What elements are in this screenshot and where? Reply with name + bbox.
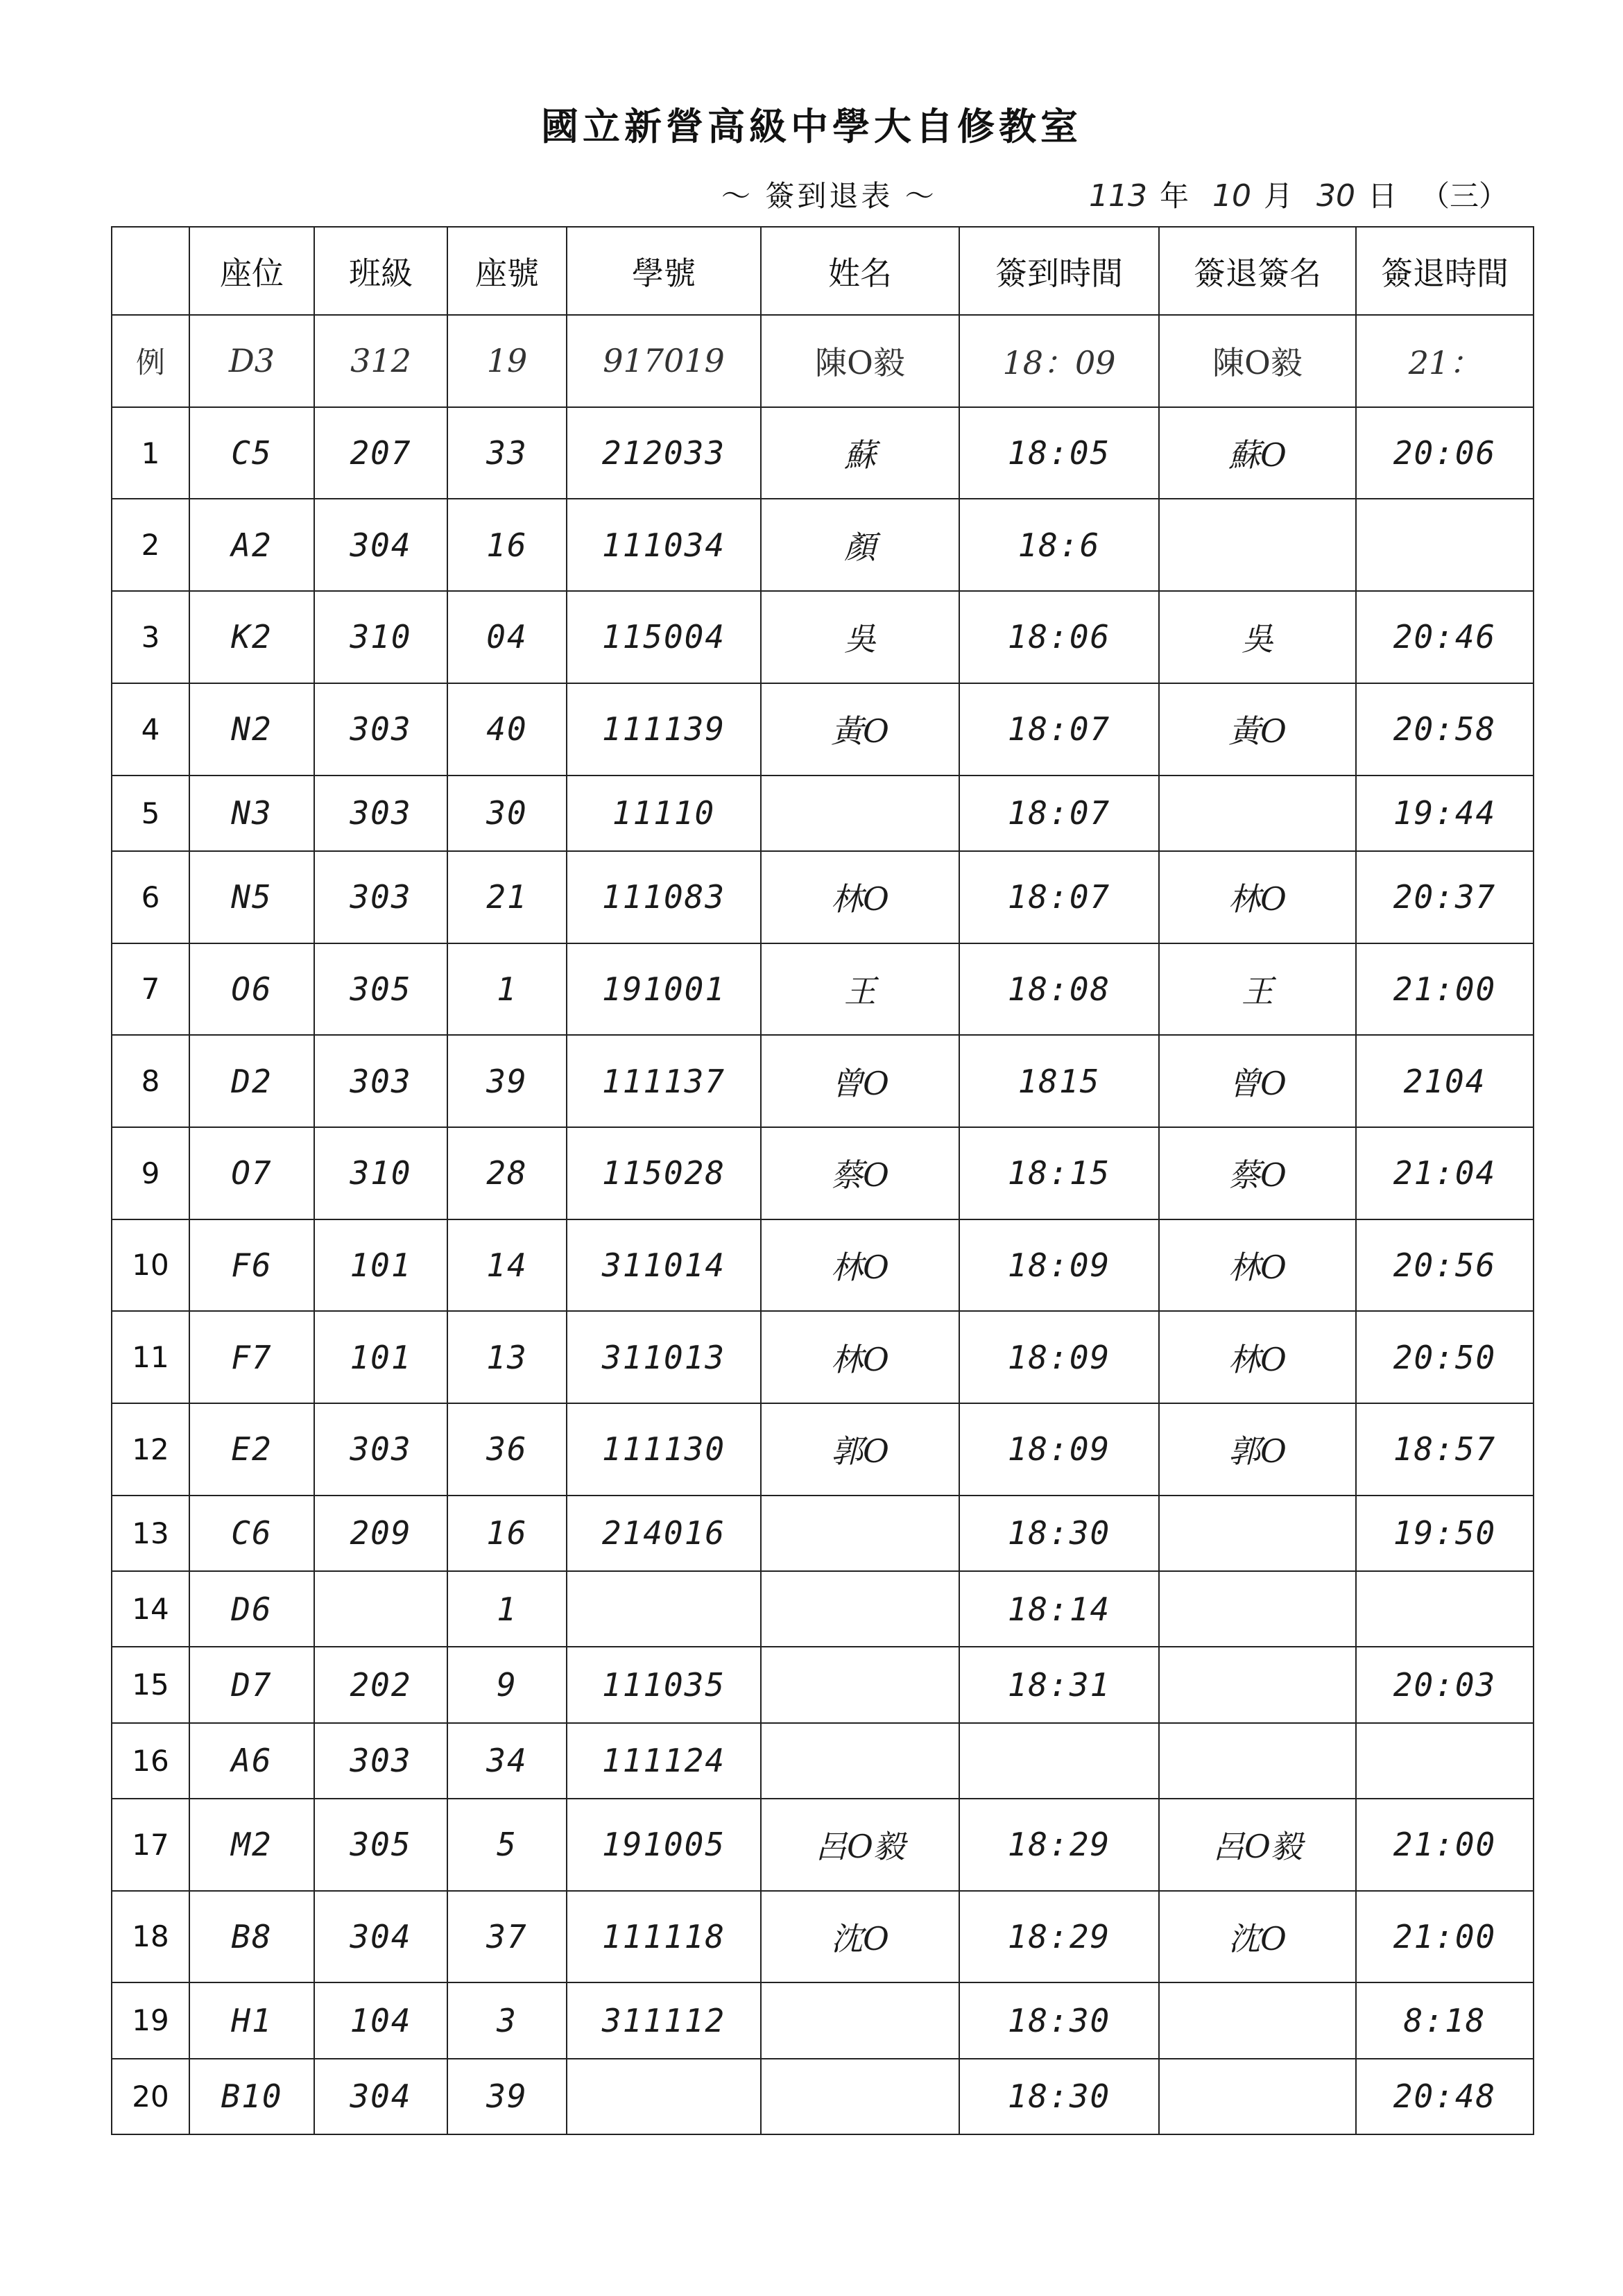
sign-out-time: 20:56 xyxy=(1356,1219,1534,1312)
seat-cell: A6 xyxy=(189,1723,314,1799)
name-signature: 曾O xyxy=(761,1035,959,1127)
header-seat-no: 座號 xyxy=(447,227,567,315)
sign-in-time: 18:6 xyxy=(959,499,1159,591)
sign-out-signature: 蘇O xyxy=(1159,407,1356,499)
seat-cell: M2 xyxy=(189,1799,314,1891)
row-number: 4 xyxy=(112,683,189,776)
date-year: 113 xyxy=(1089,178,1147,214)
student-id-cell: 111083 xyxy=(567,851,761,943)
seat-no-cell: 34 xyxy=(447,1723,567,1799)
example-class: 312 xyxy=(314,315,447,407)
sign-out-time xyxy=(1356,499,1534,591)
seat-cell: B10 xyxy=(189,2059,314,2134)
example-seat-no: 19 xyxy=(447,315,567,407)
sign-in-time: 18:06 xyxy=(959,591,1159,683)
row-number: 7 xyxy=(112,943,189,1036)
seat-no-cell: 9 xyxy=(447,1647,567,1722)
table-row xyxy=(112,1035,1534,1127)
name-signature: 王 xyxy=(761,943,959,1036)
seat-no-cell: 1 xyxy=(447,1571,567,1647)
student-id-cell: 311013 xyxy=(567,1311,761,1403)
seat-cell: O7 xyxy=(189,1127,314,1219)
student-id-cell: 214016 xyxy=(567,1496,761,1571)
class-cell: 101 xyxy=(314,1311,447,1403)
table-row xyxy=(112,1571,1534,1647)
seat-cell: A2 xyxy=(189,499,314,591)
row-number: 16 xyxy=(112,1723,189,1799)
sign-out-time: 20:03 xyxy=(1356,1647,1534,1722)
sign-out-signature: 蔡O xyxy=(1159,1127,1356,1219)
sign-out-time: 20:06 xyxy=(1356,407,1534,499)
table-row xyxy=(112,851,1534,943)
sign-out-signature xyxy=(1159,499,1356,591)
table-row xyxy=(112,1219,1534,1312)
seat-no-cell: 40 xyxy=(447,683,567,776)
date-day-unit: 日 xyxy=(1368,179,1398,213)
sign-out-time: 20:46 xyxy=(1356,591,1534,683)
sign-out-time: 20:48 xyxy=(1356,2059,1534,2134)
date-weekday: （三） xyxy=(1420,179,1509,213)
name-signature: 吳 xyxy=(761,591,959,683)
sign-out-signature: 呂O毅 xyxy=(1159,1799,1356,1891)
header-sign-out-time: 簽退時間 xyxy=(1356,227,1534,315)
table-row xyxy=(112,1891,1534,1983)
class-cell: 207 xyxy=(314,407,447,499)
sign-out-signature: 郭O xyxy=(1159,1403,1356,1496)
row-number: 11 xyxy=(112,1311,189,1403)
row-number: 3 xyxy=(112,591,189,683)
class-cell: 310 xyxy=(314,1127,447,1219)
form-subtitle: ～ 簽到退表 ～ xyxy=(721,179,937,213)
sign-in-time: 18:29 xyxy=(959,1891,1159,1983)
seat-cell: K2 xyxy=(189,591,314,683)
seat-no-cell: 3 xyxy=(447,1982,567,2058)
student-id-cell: 111137 xyxy=(567,1035,761,1127)
table-row xyxy=(112,1496,1534,1571)
sign-out-time: 18:57 xyxy=(1356,1403,1534,1496)
seat-cell: C5 xyxy=(189,407,314,499)
seat-cell: H1 xyxy=(189,1982,314,2058)
example-label: 例 xyxy=(112,315,189,407)
header-class: 班級 xyxy=(314,227,447,315)
example-sign-in: 18：09 xyxy=(959,315,1159,407)
sign-out-signature xyxy=(1159,1982,1356,2058)
seat-cell: N3 xyxy=(189,776,314,851)
sign-out-time: 20:58 xyxy=(1356,683,1534,776)
class-cell: 304 xyxy=(314,1891,447,1983)
table-row xyxy=(112,1799,1534,1891)
seat-no-cell: 1 xyxy=(447,943,567,1036)
name-signature: 顏 xyxy=(761,499,959,591)
class-cell: 303 xyxy=(314,1035,447,1127)
sign-in-time: 18:09 xyxy=(959,1403,1159,1496)
name-signature: 林O xyxy=(761,851,959,943)
header-name: 姓名 xyxy=(761,227,959,315)
sign-out-time: 21:04 xyxy=(1356,1127,1534,1219)
student-id-cell: 115028 xyxy=(567,1127,761,1219)
table-row xyxy=(112,1403,1534,1496)
sign-in-time: 18:07 xyxy=(959,776,1159,851)
row-number: 15 xyxy=(112,1647,189,1722)
table-row xyxy=(112,943,1534,1036)
row-number: 19 xyxy=(112,1982,189,2058)
row-number: 17 xyxy=(112,1799,189,1891)
page-title: 國立新營高級中學大自修教室 xyxy=(541,104,1082,148)
sign-out-time: 21:00 xyxy=(1356,1891,1534,1983)
seat-no-cell: 39 xyxy=(447,1035,567,1127)
seat-no-cell: 37 xyxy=(447,1891,567,1983)
class-cell: 303 xyxy=(314,1723,447,1799)
seat-no-cell: 36 xyxy=(447,1403,567,1496)
sign-out-signature xyxy=(1159,1647,1356,1722)
name-signature: 沈O xyxy=(761,1891,959,1983)
class-cell: 303 xyxy=(314,776,447,851)
class-cell: 209 xyxy=(314,1496,447,1571)
seat-cell: C6 xyxy=(189,1496,314,1571)
seat-no-cell: 14 xyxy=(447,1219,567,1312)
table-row xyxy=(112,591,1534,683)
seat-cell: F7 xyxy=(189,1311,314,1403)
name-signature: 郭O xyxy=(761,1403,959,1496)
student-id-cell xyxy=(567,1571,761,1647)
sign-out-signature: 吳 xyxy=(1159,591,1356,683)
name-signature: 蔡O xyxy=(761,1127,959,1219)
row-number: 20 xyxy=(112,2059,189,2134)
seat-no-cell: 39 xyxy=(447,2059,567,2134)
example-seat: D3 xyxy=(189,315,314,407)
seat-no-cell: 21 xyxy=(447,851,567,943)
name-signature xyxy=(761,1647,959,1722)
sign-in-time: 18:09 xyxy=(959,1219,1159,1312)
seat-no-cell: 16 xyxy=(447,1496,567,1571)
class-cell: 104 xyxy=(314,1982,447,2058)
sign-out-time xyxy=(1356,1571,1534,1647)
sign-out-time: 19:44 xyxy=(1356,776,1534,851)
header-index xyxy=(112,227,189,315)
table-row xyxy=(112,776,1534,851)
sign-out-time: 21:00 xyxy=(1356,1799,1534,1891)
name-signature xyxy=(761,2059,959,2134)
sign-out-signature: 黃O xyxy=(1159,683,1356,776)
student-id-cell: 191001 xyxy=(567,943,761,1036)
seat-no-cell: 04 xyxy=(447,591,567,683)
sign-out-time: 20:50 xyxy=(1356,1311,1534,1403)
sign-out-time: 21:00 xyxy=(1356,943,1534,1036)
date-month-unit: 月 xyxy=(1264,179,1294,213)
student-id-cell: 111130 xyxy=(567,1403,761,1496)
name-signature: 林O xyxy=(761,1311,959,1403)
row-number: 13 xyxy=(112,1496,189,1571)
table-row xyxy=(112,2059,1534,2134)
row-number: 14 xyxy=(112,1571,189,1647)
class-cell: 304 xyxy=(314,499,447,591)
sign-out-signature: 林O xyxy=(1159,1219,1356,1312)
student-id-cell: 111139 xyxy=(567,683,761,776)
sign-out-signature: 沈O xyxy=(1159,1891,1356,1983)
sign-in-time: 18:07 xyxy=(959,683,1159,776)
seat-cell: O6 xyxy=(189,943,314,1036)
sign-out-signature xyxy=(1159,1723,1356,1799)
student-id-cell: 111124 xyxy=(567,1723,761,1799)
sign-out-signature xyxy=(1159,1571,1356,1647)
table-row xyxy=(112,1982,1534,2058)
student-id-cell: 111118 xyxy=(567,1891,761,1983)
sign-out-signature: 林O xyxy=(1159,851,1356,943)
header-seat: 座位 xyxy=(189,227,314,315)
row-number: 2 xyxy=(112,499,189,591)
sign-in-time: 18:07 xyxy=(959,851,1159,943)
table-row xyxy=(112,1647,1534,1722)
class-cell: 305 xyxy=(314,943,447,1036)
name-signature: 呂O毅 xyxy=(761,1799,959,1891)
class-cell: 303 xyxy=(314,851,447,943)
name-signature: 蘇 xyxy=(761,407,959,499)
class-cell: 202 xyxy=(314,1647,447,1722)
example-row xyxy=(112,315,1534,407)
sign-out-time: 20:37 xyxy=(1356,851,1534,943)
class-cell: 303 xyxy=(314,683,447,776)
name-signature xyxy=(761,1571,959,1647)
sign-out-signature: 林O xyxy=(1159,1311,1356,1403)
name-signature xyxy=(761,776,959,851)
student-id-cell xyxy=(567,2059,761,2134)
name-signature xyxy=(761,1982,959,2058)
example-sign-out-name: 陳O毅 xyxy=(1159,315,1356,407)
example-name: 陳O毅 xyxy=(761,315,959,407)
sign-in-time: 18:30 xyxy=(959,2059,1159,2134)
seat-cell: D2 xyxy=(189,1035,314,1127)
date-day: 30 xyxy=(1316,178,1356,214)
name-signature xyxy=(761,1723,959,1799)
table-row xyxy=(112,1311,1534,1403)
sign-in-time: 18:09 xyxy=(959,1311,1159,1403)
seat-cell: E2 xyxy=(189,1403,314,1496)
sign-in-time: 1815 xyxy=(959,1035,1159,1127)
row-number: 5 xyxy=(112,776,189,851)
table-row xyxy=(112,499,1534,591)
row-number: 8 xyxy=(112,1035,189,1127)
seat-no-cell: 33 xyxy=(447,407,567,499)
sign-in-table xyxy=(111,226,1534,2135)
sign-out-signature: 王 xyxy=(1159,943,1356,1036)
header-sign-out-signature: 簽退簽名 xyxy=(1159,227,1356,315)
sign-out-time xyxy=(1356,1723,1534,1799)
seat-no-cell: 5 xyxy=(447,1799,567,1891)
seat-no-cell: 16 xyxy=(447,499,567,591)
student-id-cell: 111034 xyxy=(567,499,761,591)
class-cell: 101 xyxy=(314,1219,447,1312)
row-number: 6 xyxy=(112,851,189,943)
table-row xyxy=(112,1723,1534,1799)
name-signature xyxy=(761,1496,959,1571)
class-cell xyxy=(314,1571,447,1647)
student-id-cell: 191005 xyxy=(567,1799,761,1891)
sign-in-time: 18:15 xyxy=(959,1127,1159,1219)
date-year-unit: 年 xyxy=(1159,179,1189,213)
sign-out-time: 8:18 xyxy=(1356,1982,1534,2058)
sign-in-time: 18:08 xyxy=(959,943,1159,1036)
row-number: 9 xyxy=(112,1127,189,1219)
sign-in-time: 18:29 xyxy=(959,1799,1159,1891)
student-id-cell: 11110 xyxy=(567,776,761,851)
student-id-cell: 311112 xyxy=(567,1982,761,2058)
sign-in-time: 18:30 xyxy=(959,1982,1159,2058)
seat-cell: B8 xyxy=(189,1891,314,1983)
sign-in-time: 18:30 xyxy=(959,1496,1159,1571)
seat-no-cell: 30 xyxy=(447,776,567,851)
table-row xyxy=(112,683,1534,776)
sign-in-time xyxy=(959,1723,1159,1799)
example-sign-out: 21： xyxy=(1356,315,1534,407)
student-id-cell: 212033 xyxy=(567,407,761,499)
seat-cell: N2 xyxy=(189,683,314,776)
sign-out-time: 19:50 xyxy=(1356,1496,1534,1571)
sign-in-time: 18:14 xyxy=(959,1571,1159,1647)
student-id-cell: 111035 xyxy=(567,1647,761,1722)
class-cell: 305 xyxy=(314,1799,447,1891)
row-number: 1 xyxy=(112,407,189,499)
sign-in-time: 18:31 xyxy=(959,1647,1159,1722)
table-row xyxy=(112,1127,1534,1219)
sign-out-signature xyxy=(1159,2059,1356,2134)
row-number: 10 xyxy=(112,1219,189,1312)
seat-cell: D7 xyxy=(189,1647,314,1722)
name-signature: 黃O xyxy=(761,683,959,776)
table-row xyxy=(112,407,1534,499)
sign-out-time: 2104 xyxy=(1356,1035,1534,1127)
seat-cell: D6 xyxy=(189,1571,314,1647)
row-number: 12 xyxy=(112,1403,189,1496)
date-month: 10 xyxy=(1212,178,1251,214)
class-cell: 304 xyxy=(314,2059,447,2134)
seat-no-cell: 28 xyxy=(447,1127,567,1219)
seat-cell: F6 xyxy=(189,1219,314,1312)
seat-cell: N5 xyxy=(189,851,314,943)
sign-out-signature xyxy=(1159,1496,1356,1571)
header-sign-in-time: 簽到時間 xyxy=(959,227,1159,315)
header-student-id: 學號 xyxy=(567,227,761,315)
sign-in-time: 18:05 xyxy=(959,407,1159,499)
row-number: 18 xyxy=(112,1891,189,1983)
table-header-row xyxy=(112,227,1534,315)
sign-out-signature: 曾O xyxy=(1159,1035,1356,1127)
student-id-cell: 311014 xyxy=(567,1219,761,1312)
form-date xyxy=(1089,173,1508,215)
class-cell: 310 xyxy=(314,591,447,683)
name-signature: 林O xyxy=(761,1219,959,1312)
seat-no-cell: 13 xyxy=(447,1311,567,1403)
student-id-cell: 115004 xyxy=(567,591,761,683)
class-cell: 303 xyxy=(314,1403,447,1496)
sign-out-signature xyxy=(1159,776,1356,851)
example-student-id: 917019 xyxy=(567,315,761,407)
